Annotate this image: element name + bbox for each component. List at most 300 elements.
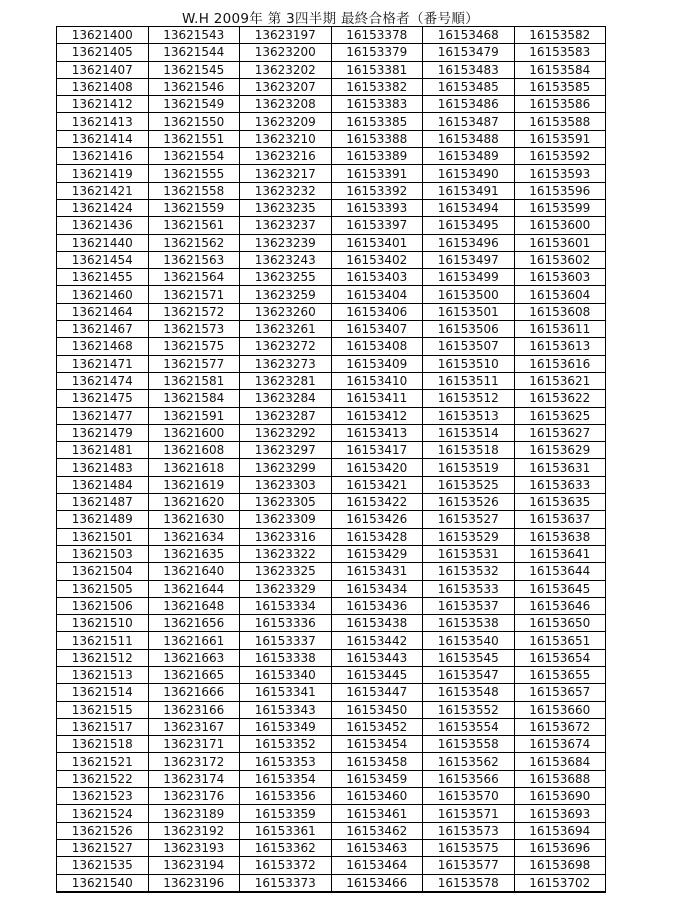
candidate-number-cell: 16153352 [240, 736, 332, 753]
candidate-number-cell: 16153353 [240, 753, 332, 770]
candidate-number-cell: 16153397 [331, 217, 423, 234]
candidate-number-cell: 16153343 [240, 701, 332, 718]
table-row [57, 182, 606, 199]
candidate-number-cell: 13621526 [57, 822, 149, 839]
candidate-number-cell: 16153578 [423, 874, 515, 892]
candidate-number-cell: 16153674 [514, 736, 606, 753]
candidate-number-cell: 13621510 [57, 615, 149, 632]
candidate-number-cell: 16153459 [331, 770, 423, 787]
candidate-number-cell: 16153337 [240, 632, 332, 649]
candidate-number-cell: 16153450 [331, 701, 423, 718]
candidate-number-cell: 16153585 [514, 78, 606, 95]
candidate-number-cell: 16153495 [423, 217, 515, 234]
candidate-number-cell: 13621513 [57, 666, 149, 683]
candidate-number-cell: 16153644 [514, 563, 606, 580]
candidate-number-cell: 16153349 [240, 718, 332, 735]
candidate-number-cell: 13623287 [240, 407, 332, 424]
candidate-number-cell: 16153638 [514, 528, 606, 545]
table-row [57, 839, 606, 856]
candidate-number-cell: 13621481 [57, 442, 149, 459]
candidate-number-cell: 16153518 [423, 442, 515, 459]
candidate-number-cell: 16153547 [423, 666, 515, 683]
candidate-number-cell: 16153462 [331, 822, 423, 839]
candidate-number-cell: 16153548 [423, 684, 515, 701]
candidate-number-cell: 16153410 [331, 372, 423, 389]
candidate-number-cell: 13623260 [240, 303, 332, 320]
candidate-number-cell: 16153468 [423, 27, 515, 44]
table-row [57, 269, 606, 286]
candidate-number-cell: 16153404 [331, 286, 423, 303]
candidate-number-cell: 13621545 [148, 61, 240, 78]
candidate-number-cell: 16153434 [331, 580, 423, 597]
candidate-number-cell: 13621503 [57, 545, 149, 562]
candidate-number-cell: 13623193 [148, 839, 240, 856]
candidate-number-cell: 13623192 [148, 822, 240, 839]
candidate-number-cell: 13623322 [240, 545, 332, 562]
table-row [57, 148, 606, 165]
candidate-number-cell: 16153545 [423, 649, 515, 666]
table-row [57, 199, 606, 216]
candidate-number-cell: 13621479 [57, 424, 149, 441]
candidate-number-cell: 16153538 [423, 615, 515, 632]
table-row [57, 597, 606, 614]
candidate-number-cell: 16153694 [514, 822, 606, 839]
table-row [57, 545, 606, 562]
candidate-number-cell: 13621573 [148, 321, 240, 338]
table-row [57, 718, 606, 735]
candidate-number-cell: 16153571 [423, 805, 515, 822]
candidate-number-cell: 16153540 [423, 632, 515, 649]
candidate-number-cell: 13621630 [148, 511, 240, 528]
candidate-number-cell: 16153391 [331, 165, 423, 182]
table-row [57, 563, 606, 580]
candidate-number-cell: 16153401 [331, 234, 423, 251]
candidate-number-cell: 16153684 [514, 753, 606, 770]
candidate-number-cell: 16153489 [423, 148, 515, 165]
candidate-number-cell: 16153354 [240, 770, 332, 787]
table-row [57, 251, 606, 268]
candidate-number-cell: 16153693 [514, 805, 606, 822]
candidate-number-cell: 13623243 [240, 251, 332, 268]
candidate-number-cell: 16153499 [423, 269, 515, 286]
candidate-number-cell: 16153420 [331, 459, 423, 476]
table-row [57, 338, 606, 355]
candidate-number-cell: 16153621 [514, 372, 606, 389]
candidate-number-cell: 16153413 [331, 424, 423, 441]
candidate-number-cell: 16153672 [514, 718, 606, 735]
passer-number-table [56, 26, 606, 893]
candidate-number-cell: 16153633 [514, 476, 606, 493]
candidate-number-cell: 16153452 [331, 718, 423, 735]
candidate-number-cell: 16153641 [514, 545, 606, 562]
candidate-number-cell: 13621648 [148, 597, 240, 614]
candidate-number-cell: 13623208 [240, 96, 332, 113]
candidate-number-cell: 13621440 [57, 234, 149, 251]
candidate-number-cell: 16153627 [514, 424, 606, 441]
candidate-number-cell: 16153552 [423, 701, 515, 718]
table-row [57, 788, 606, 805]
candidate-number-cell: 16153388 [331, 130, 423, 147]
candidate-number-cell: 13623172 [148, 753, 240, 770]
candidate-number-cell: 16153500 [423, 286, 515, 303]
candidate-number-cell: 13621419 [57, 165, 149, 182]
candidate-number-cell: 13621489 [57, 511, 149, 528]
candidate-number-cell: 13621535 [57, 857, 149, 874]
candidate-number-cell: 16153696 [514, 839, 606, 856]
candidate-number-cell: 13621455 [57, 269, 149, 286]
candidate-number-cell: 16153513 [423, 407, 515, 424]
candidate-number-cell: 13621618 [148, 459, 240, 476]
candidate-number-cell: 13621412 [57, 96, 149, 113]
candidate-number-cell: 13621467 [57, 321, 149, 338]
candidate-number-cell: 16153602 [514, 251, 606, 268]
candidate-number-cell: 16153402 [331, 251, 423, 268]
candidate-number-cell: 16153562 [423, 753, 515, 770]
candidate-number-cell: 16153334 [240, 597, 332, 614]
candidate-number-cell: 16153637 [514, 511, 606, 528]
candidate-number-cell: 16153362 [240, 839, 332, 856]
table-body [57, 27, 606, 892]
candidate-number-cell: 13623272 [240, 338, 332, 355]
candidate-number-cell: 13621540 [57, 874, 149, 892]
candidate-number-cell: 16153600 [514, 217, 606, 234]
table-row [57, 736, 606, 753]
candidate-number-cell: 13621554 [148, 148, 240, 165]
candidate-number-cell: 16153429 [331, 545, 423, 562]
candidate-number-cell: 13621640 [148, 563, 240, 580]
table-row [57, 61, 606, 78]
candidate-number-cell: 13621563 [148, 251, 240, 268]
candidate-number-cell: 13621562 [148, 234, 240, 251]
table-row [57, 753, 606, 770]
candidate-number-cell: 16153438 [331, 615, 423, 632]
candidate-number-cell: 13621619 [148, 476, 240, 493]
candidate-number-cell: 16153383 [331, 96, 423, 113]
table-row [57, 632, 606, 649]
candidate-number-cell: 13621644 [148, 580, 240, 597]
candidate-number-cell: 16153359 [240, 805, 332, 822]
candidate-number-cell: 16153611 [514, 321, 606, 338]
candidate-number-cell: 16153584 [514, 61, 606, 78]
candidate-number-cell: 16153379 [331, 44, 423, 61]
candidate-number-cell: 13621471 [57, 355, 149, 372]
candidate-number-cell: 13621460 [57, 286, 149, 303]
candidate-number-cell: 16153487 [423, 113, 515, 130]
candidate-number-cell: 13623196 [148, 874, 240, 892]
candidate-number-cell: 13621436 [57, 217, 149, 234]
candidate-number-cell: 13621543 [148, 27, 240, 44]
candidate-number-cell: 13621522 [57, 770, 149, 787]
table-row [57, 822, 606, 839]
candidate-number-cell: 16153635 [514, 494, 606, 511]
candidate-number-cell: 13621666 [148, 684, 240, 701]
table-row [57, 78, 606, 95]
table-row [57, 649, 606, 666]
candidate-number-cell: 16153426 [331, 511, 423, 528]
candidate-number-cell: 16153702 [514, 874, 606, 892]
candidate-number-cell: 13623292 [240, 424, 332, 441]
candidate-number-cell: 16153490 [423, 165, 515, 182]
candidate-number-cell: 13621575 [148, 338, 240, 355]
table-row [57, 857, 606, 874]
table-row [57, 442, 606, 459]
candidate-number-cell: 13621665 [148, 666, 240, 683]
candidate-number-cell: 16153616 [514, 355, 606, 372]
table-row [57, 27, 606, 44]
candidate-number-cell: 13623259 [240, 286, 332, 303]
candidate-number-cell: 13621421 [57, 182, 149, 199]
candidate-number-cell: 16153341 [240, 684, 332, 701]
candidate-number-cell: 16153431 [331, 563, 423, 580]
table-row [57, 96, 606, 113]
candidate-number-cell: 13621506 [57, 597, 149, 614]
candidate-number-cell: 16153582 [514, 27, 606, 44]
table-row [57, 390, 606, 407]
candidate-number-cell: 13623197 [240, 27, 332, 44]
candidate-number-cell: 16153442 [331, 632, 423, 649]
candidate-number-cell: 16153512 [423, 390, 515, 407]
candidate-number-cell: 13621559 [148, 199, 240, 216]
candidate-number-cell: 16153494 [423, 199, 515, 216]
candidate-number-cell: 16153604 [514, 286, 606, 303]
candidate-number-cell: 16153527 [423, 511, 515, 528]
candidate-number-cell: 13621591 [148, 407, 240, 424]
candidate-number-cell: 16153403 [331, 269, 423, 286]
candidate-number-cell: 16153596 [514, 182, 606, 199]
candidate-number-cell: 16153514 [423, 424, 515, 441]
candidate-number-cell: 16153613 [514, 338, 606, 355]
candidate-number-cell: 13621551 [148, 130, 240, 147]
candidate-number-cell: 13621484 [57, 476, 149, 493]
candidate-number-cell: 13623176 [148, 788, 240, 805]
candidate-number-cell: 13621555 [148, 165, 240, 182]
candidate-number-cell: 13623167 [148, 718, 240, 735]
table-row [57, 303, 606, 320]
candidate-number-cell: 16153591 [514, 130, 606, 147]
candidate-number-cell: 13623305 [240, 494, 332, 511]
candidate-number-cell: 16153511 [423, 372, 515, 389]
table-row [57, 355, 606, 372]
table-row [57, 321, 606, 338]
candidate-number-cell: 16153533 [423, 580, 515, 597]
candidate-number-cell: 13621514 [57, 684, 149, 701]
candidate-number-cell: 16153629 [514, 442, 606, 459]
candidate-number-cell: 13623316 [240, 528, 332, 545]
candidate-number-cell: 16153447 [331, 684, 423, 701]
candidate-number-cell: 13623329 [240, 580, 332, 597]
candidate-number-cell: 13621524 [57, 805, 149, 822]
candidate-number-cell: 16153356 [240, 788, 332, 805]
candidate-number-cell: 16153428 [331, 528, 423, 545]
candidate-number-cell: 16153501 [423, 303, 515, 320]
candidate-number-cell: 16153338 [240, 649, 332, 666]
candidate-number-cell: 16153496 [423, 234, 515, 251]
candidate-number-cell: 13623284 [240, 390, 332, 407]
candidate-number-cell: 16153631 [514, 459, 606, 476]
candidate-number-cell: 16153412 [331, 407, 423, 424]
candidate-number-cell: 13621511 [57, 632, 149, 649]
table-row [57, 666, 606, 683]
candidate-number-cell: 16153421 [331, 476, 423, 493]
candidate-number-cell: 13621477 [57, 407, 149, 424]
candidate-number-cell: 16153485 [423, 78, 515, 95]
candidate-number-cell: 13623207 [240, 78, 332, 95]
candidate-number-cell: 16153519 [423, 459, 515, 476]
candidate-number-cell: 16153507 [423, 338, 515, 355]
table-row [57, 770, 606, 787]
candidate-number-cell: 16153340 [240, 666, 332, 683]
candidate-number-cell: 16153660 [514, 701, 606, 718]
candidate-number-cell: 16153436 [331, 597, 423, 614]
candidate-number-cell: 16153361 [240, 822, 332, 839]
candidate-number-cell: 13623209 [240, 113, 332, 130]
candidate-number-cell: 13621504 [57, 563, 149, 580]
candidate-number-cell: 16153583 [514, 44, 606, 61]
table-row [57, 476, 606, 493]
candidate-number-cell: 16153454 [331, 736, 423, 753]
candidate-number-cell: 13621424 [57, 199, 149, 216]
page-title: W.H 2009年 第 3四半期 最終合格者（番号順） [182, 11, 479, 27]
candidate-number-cell: 16153458 [331, 753, 423, 770]
table-row [57, 130, 606, 147]
candidate-number-cell: 13623297 [240, 442, 332, 459]
table-row [57, 217, 606, 234]
table-row [57, 424, 606, 441]
candidate-number-cell: 16153406 [331, 303, 423, 320]
candidate-number-cell: 16153393 [331, 199, 423, 216]
candidate-number-cell: 16153497 [423, 251, 515, 268]
candidate-number-cell: 13621663 [148, 649, 240, 666]
candidate-number-cell: 13621549 [148, 96, 240, 113]
candidate-number-cell: 13623303 [240, 476, 332, 493]
table-row [57, 286, 606, 303]
candidate-number-cell: 13623194 [148, 857, 240, 874]
candidate-number-cell: 16153460 [331, 788, 423, 805]
table-row [57, 615, 606, 632]
candidate-number-cell: 16153372 [240, 857, 332, 874]
candidate-number-cell: 16153385 [331, 113, 423, 130]
candidate-number-cell: 13621608 [148, 442, 240, 459]
candidate-number-cell: 16153651 [514, 632, 606, 649]
candidate-number-cell: 13621468 [57, 338, 149, 355]
candidate-number-cell: 13623309 [240, 511, 332, 528]
candidate-number-cell: 16153558 [423, 736, 515, 753]
candidate-number-cell: 16153593 [514, 165, 606, 182]
candidate-number-cell: 13621564 [148, 269, 240, 286]
candidate-number-cell: 16153422 [331, 494, 423, 511]
candidate-number-cell: 16153488 [423, 130, 515, 147]
candidate-number-cell: 13621454 [57, 251, 149, 268]
candidate-number-cell: 13623255 [240, 269, 332, 286]
table-row [57, 511, 606, 528]
candidate-number-cell: 16153654 [514, 649, 606, 666]
candidate-number-cell: 16153645 [514, 580, 606, 597]
candidate-number-cell: 13623189 [148, 805, 240, 822]
candidate-number-cell: 16153625 [514, 407, 606, 424]
candidate-number-cell: 16153586 [514, 96, 606, 113]
candidate-number-cell: 13621414 [57, 130, 149, 147]
candidate-number-cell: 13623273 [240, 355, 332, 372]
table-row [57, 44, 606, 61]
candidate-number-cell: 16153608 [514, 303, 606, 320]
candidate-number-cell: 16153445 [331, 666, 423, 683]
candidate-number-cell: 13621544 [148, 44, 240, 61]
candidate-number-cell: 13621474 [57, 372, 149, 389]
candidate-number-cell: 16153592 [514, 148, 606, 165]
candidate-number-cell: 16153486 [423, 96, 515, 113]
candidate-number-cell: 13621581 [148, 372, 240, 389]
candidate-number-cell: 13621527 [57, 839, 149, 856]
table-row [57, 874, 606, 892]
candidate-number-cell: 16153657 [514, 684, 606, 701]
candidate-number-cell: 16153570 [423, 788, 515, 805]
candidate-number-cell: 13621413 [57, 113, 149, 130]
table-row [57, 805, 606, 822]
candidate-number-cell: 16153525 [423, 476, 515, 493]
candidate-number-cell: 13623216 [240, 148, 332, 165]
candidate-number-cell: 16153483 [423, 61, 515, 78]
candidate-number-cell: 16153464 [331, 857, 423, 874]
candidate-number-cell: 16153491 [423, 182, 515, 199]
candidate-number-cell: 16153698 [514, 857, 606, 874]
candidate-number-cell: 16153389 [331, 148, 423, 165]
candidate-number-cell: 13621464 [57, 303, 149, 320]
candidate-number-cell: 13621505 [57, 580, 149, 597]
candidate-number-cell: 16153382 [331, 78, 423, 95]
candidate-number-cell: 16153506 [423, 321, 515, 338]
candidate-number-cell: 13621400 [57, 27, 149, 44]
candidate-number-cell: 16153510 [423, 355, 515, 372]
table-row [57, 528, 606, 545]
candidate-number-cell: 16153603 [514, 269, 606, 286]
candidate-number-cell: 16153650 [514, 615, 606, 632]
table-row [57, 701, 606, 718]
candidate-number-cell: 13623217 [240, 165, 332, 182]
candidate-number-cell: 16153537 [423, 597, 515, 614]
table-row [57, 113, 606, 130]
candidate-number-cell: 16153466 [331, 874, 423, 892]
candidate-number-cell: 16153655 [514, 666, 606, 683]
candidate-number-cell: 16153646 [514, 597, 606, 614]
candidate-number-cell: 13623299 [240, 459, 332, 476]
candidate-number-cell: 13621577 [148, 355, 240, 372]
candidate-number-cell: 13621512 [57, 649, 149, 666]
candidate-number-cell: 13623235 [240, 199, 332, 216]
candidate-number-cell: 16153577 [423, 857, 515, 874]
candidate-number-cell: 16153392 [331, 182, 423, 199]
candidate-number-cell: 13621561 [148, 217, 240, 234]
candidate-number-cell: 16153575 [423, 839, 515, 856]
table-row [57, 234, 606, 251]
candidate-number-cell: 13623171 [148, 736, 240, 753]
candidate-number-cell: 13623237 [240, 217, 332, 234]
candidate-number-cell: 16153529 [423, 528, 515, 545]
table-row [57, 372, 606, 389]
candidate-number-cell: 13621483 [57, 459, 149, 476]
candidate-number-cell: 13621572 [148, 303, 240, 320]
candidate-number-cell: 13621515 [57, 701, 149, 718]
candidate-number-cell: 13623166 [148, 701, 240, 718]
candidate-number-cell: 13621634 [148, 528, 240, 545]
candidate-number-cell: 13621661 [148, 632, 240, 649]
candidate-number-cell: 13621487 [57, 494, 149, 511]
candidate-number-cell: 13621656 [148, 615, 240, 632]
candidate-number-cell: 16153566 [423, 770, 515, 787]
candidate-number-cell: 16153461 [331, 805, 423, 822]
candidate-number-cell: 16153479 [423, 44, 515, 61]
candidate-number-cell: 16153381 [331, 61, 423, 78]
candidate-number-cell: 13621571 [148, 286, 240, 303]
